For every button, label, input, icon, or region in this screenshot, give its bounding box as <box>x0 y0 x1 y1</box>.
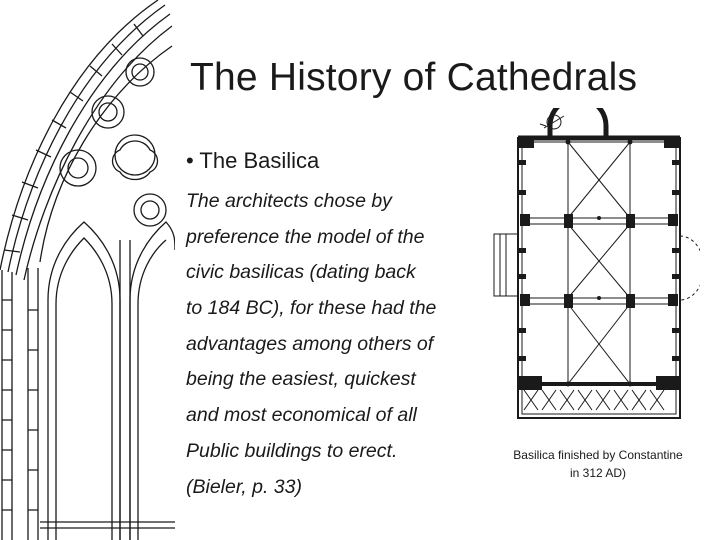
bullet-marker: • <box>186 148 194 173</box>
quote-line: to 184 BC), for these had the <box>186 297 437 320</box>
caption-line: in 312 AD) <box>569 466 627 480</box>
quote-line: preference the model of the <box>186 225 425 248</box>
quote-block <box>186 184 486 505</box>
quote-line: being the easiest, quickest <box>186 368 416 391</box>
bullet-text: The Basilica <box>199 148 320 173</box>
quote-line: advantages among others of <box>186 332 434 355</box>
basilica-floor-plan <box>490 108 700 420</box>
gothic-window-illustration <box>0 0 175 540</box>
bullet-item <box>186 148 319 174</box>
slide-title: The History of Cathedrals <box>190 56 638 99</box>
quote-line: Public buildings to erect. <box>186 439 398 462</box>
quote-line: civic basilicas (dating back <box>186 261 416 284</box>
caption-line: Basilica finished by Constantine <box>513 448 683 462</box>
citation: (Bieler, p. 33) <box>186 475 302 498</box>
plan-caption <box>488 446 708 482</box>
quote-line: and most economical of all <box>186 404 417 427</box>
quote-line: The architects chose by <box>186 190 392 212</box>
